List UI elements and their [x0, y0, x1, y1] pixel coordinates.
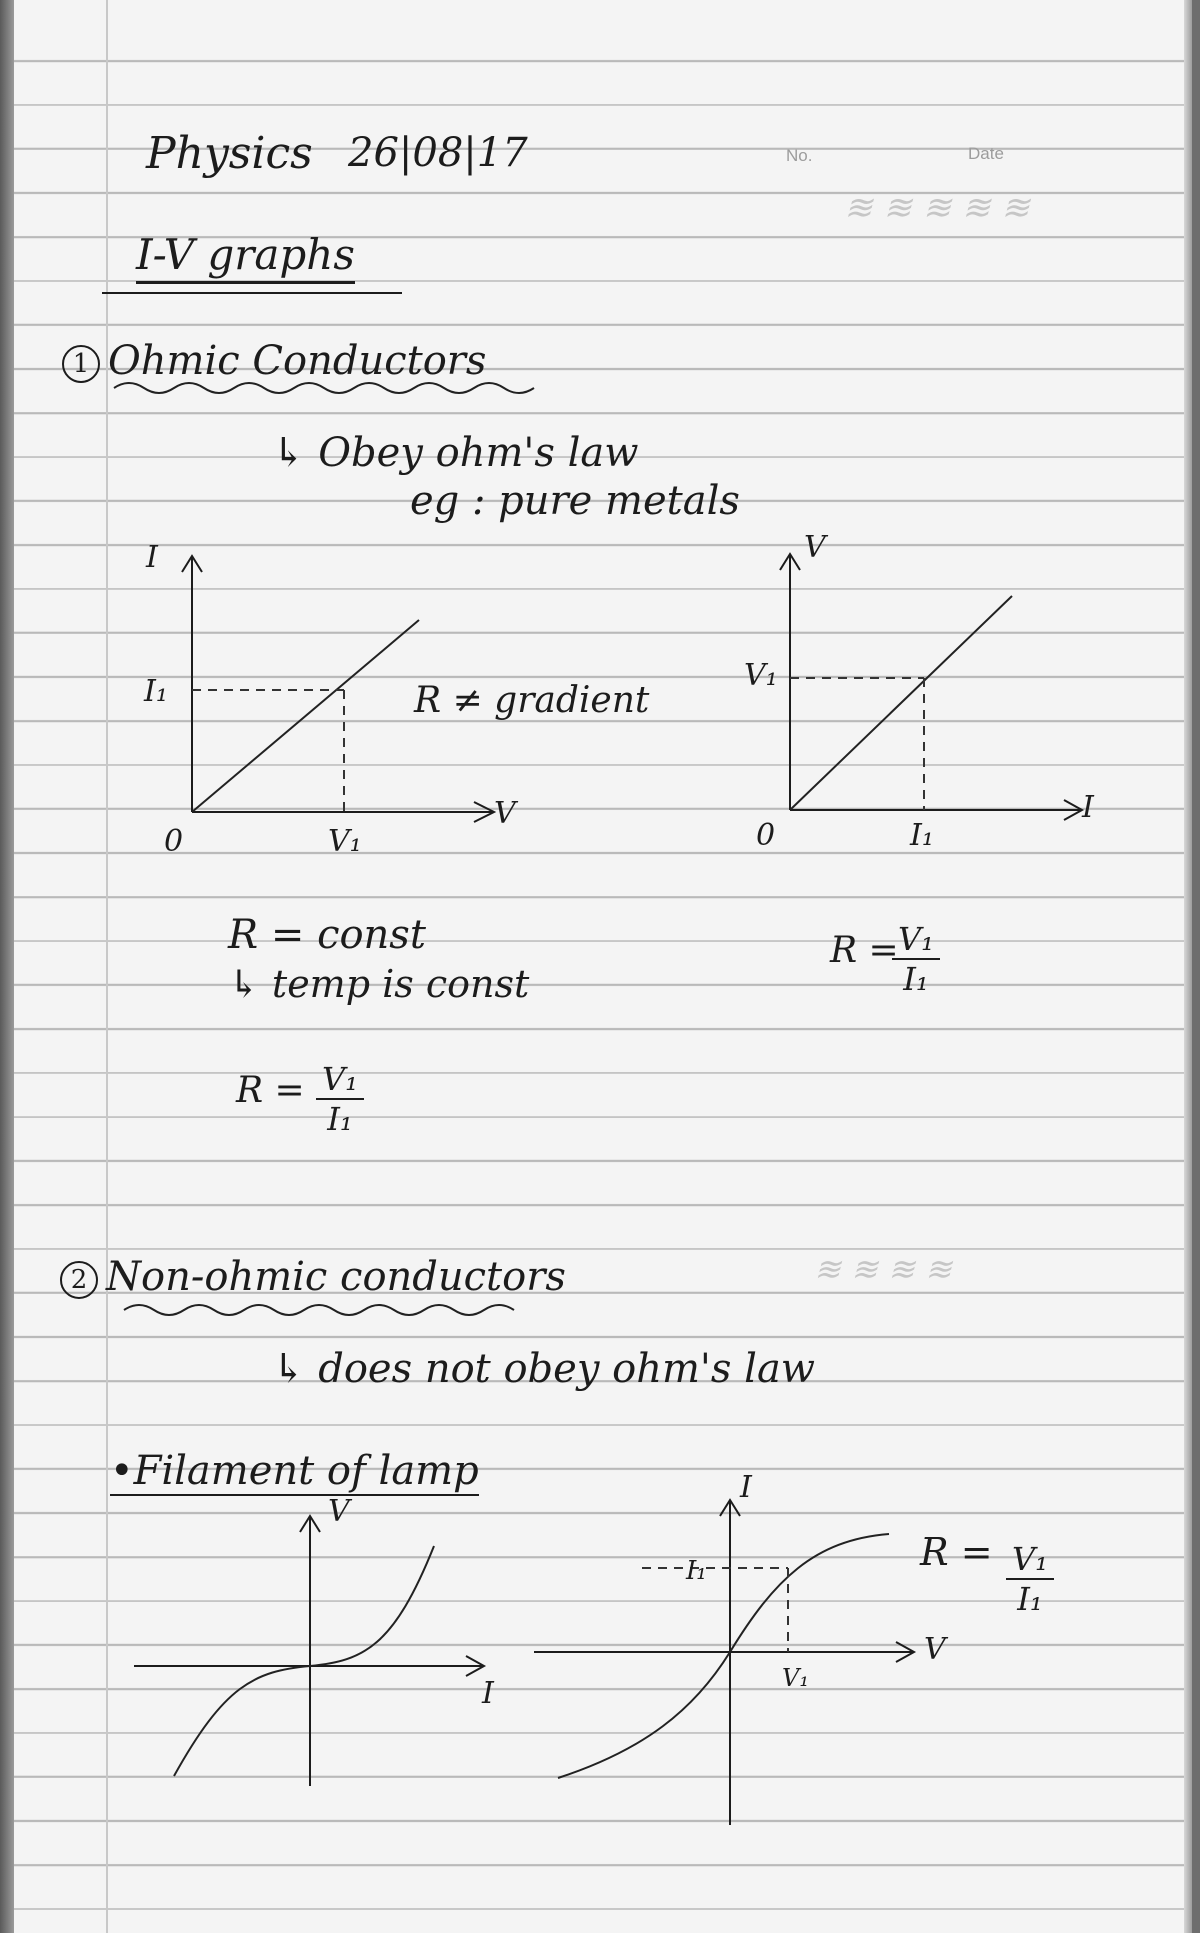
vi-graph-filament — [134, 1506, 514, 1796]
graph2-y-label: V — [804, 530, 826, 565]
graph2-v1-mark: V₁ — [744, 658, 778, 693]
graph1-origin: 0 — [164, 824, 184, 859]
graph2-origin: 0 — [756, 818, 776, 853]
margin-line — [106, 0, 108, 1933]
graph1-line — [192, 620, 419, 812]
graph1-y-label: I — [146, 540, 158, 575]
graph4-y-label: I — [740, 1470, 752, 1505]
graph2-i1-mark: I₁ — [910, 818, 934, 853]
no-label: No. — [786, 146, 813, 165]
page-title: I-V graphs — [136, 230, 355, 284]
filament-formula-denominator: I₁ — [1017, 1580, 1043, 1618]
title-double-underline — [102, 292, 402, 294]
filament-bullet: •Filament of lamp — [110, 1448, 479, 1494]
filament-formula-lhs: R = — [920, 1530, 993, 1574]
graph3-curve — [174, 1546, 434, 1776]
temp-const: ↳ temp is const — [228, 962, 530, 1006]
graph2-line — [790, 596, 1012, 810]
graph4-curve — [558, 1534, 889, 1778]
graph1-v1-mark: V₁ — [328, 824, 362, 859]
formula-right-fraction — [892, 920, 940, 998]
r-const: R = const — [228, 912, 426, 958]
formula-right-numerator: V₁ — [892, 920, 940, 960]
section-2-heading-text: Non-ohmic conductors — [106, 1254, 566, 1300]
r-not-gradient-note: R ≠ gradient — [414, 680, 650, 721]
filament-formula-fraction — [1006, 1540, 1054, 1618]
vi-graph-ohmic — [772, 548, 1102, 828]
graph4-x-label: V — [924, 1632, 946, 1667]
formula-right-denominator: I₁ — [903, 960, 929, 998]
subject-title: Physics — [146, 128, 313, 179]
notebook-binding — [0, 0, 14, 1933]
bleed-through-text: ≋ ≋ ≋ ≋ ≋ — [844, 188, 1030, 228]
formula-right-lhs: R = — [830, 930, 899, 971]
page-edge — [1184, 0, 1192, 1933]
formula-left-lhs: R = — [236, 1070, 305, 1111]
example-pure-metals: eg : pure metals — [410, 478, 740, 524]
graph4-v1-mark: V₁ — [782, 1664, 809, 1692]
formula-left-fraction — [316, 1060, 364, 1138]
formula-left-denominator: I₁ — [327, 1100, 353, 1138]
note-date: 26|08|17 — [348, 130, 528, 176]
graph3-x-label: I — [482, 1676, 494, 1711]
section-2-number: 2 — [60, 1261, 98, 1299]
graph2-x-label: I — [1082, 790, 1094, 825]
does-not-obey: ↳ does not obey ohm's law — [272, 1346, 816, 1392]
graph1-x-label: V — [494, 796, 516, 831]
formula-left-numerator: V₁ — [316, 1060, 364, 1100]
section-1-heading-text: Ohmic Conductors — [108, 338, 487, 384]
iv-graph-filament — [534, 1480, 954, 1830]
wavy-underline-1 — [114, 378, 534, 398]
notebook-page — [14, 0, 1192, 1933]
graph4-i1-mark: I₁ — [686, 1556, 707, 1586]
bleed-through-text-2: ≋ ≋ ≋ ≋ — [814, 1250, 952, 1288]
wavy-underline-2 — [124, 1300, 524, 1320]
section-1-number: 1 — [62, 345, 100, 383]
date-label: Date — [968, 144, 1004, 163]
graph1-i1-mark: I₁ — [144, 674, 168, 709]
graph3-y-label: V — [328, 1494, 350, 1529]
filament-formula-numerator: V₁ — [1006, 1540, 1054, 1580]
section-2-heading — [60, 1254, 566, 1300]
obey-ohms-law: ↳ Obey ohm's law — [272, 430, 639, 476]
